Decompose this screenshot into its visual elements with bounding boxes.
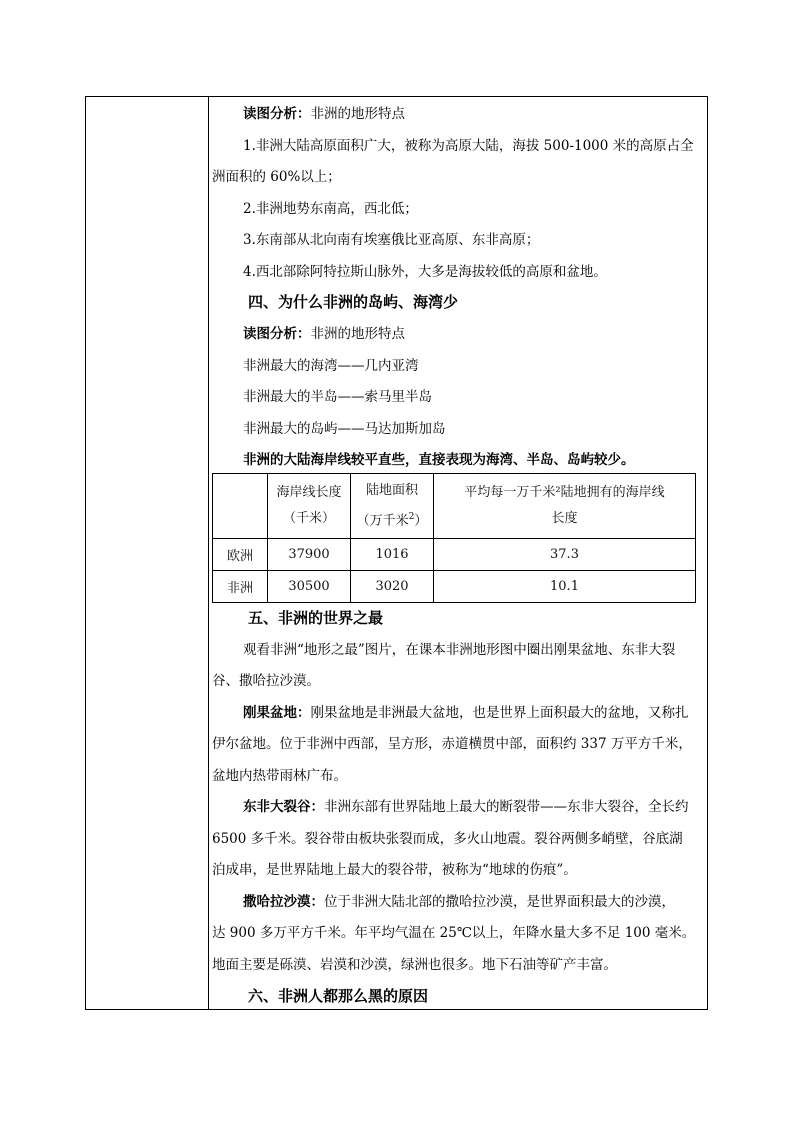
table-header (351, 474, 434, 539)
table-header (434, 474, 696, 539)
paragraph: 观看非洲“地形之最”图片，在课本非洲地形图中圈出刚果盆地、东非大裂 (243, 642, 676, 658)
table-cell: 10.1 (434, 571, 696, 603)
congo-paragraph (243, 705, 689, 721)
paragraph: 非洲最大的半岛——索马里半岛 (243, 389, 432, 405)
section3-analysis (243, 106, 405, 122)
term-label: 东非大裂谷： (243, 799, 324, 815)
table-cell: 37900 (268, 539, 351, 571)
paragraph: 伊尔盆地。位于非洲中西部，呈方形，赤道横贯中部，面积约 337 万平方千米， (212, 736, 692, 752)
analysis-text: 非洲的地形特点 (310, 106, 405, 122)
header-text: 海岸线长度 (276, 485, 342, 500)
table-header (268, 474, 351, 539)
coastline-table (212, 473, 696, 603)
summary-text: 非洲的大陆海岸线较平直些，直接表现为海湾、半岛、岛屿较少。 (243, 452, 635, 468)
table-cell (213, 474, 268, 539)
paragraph: 2.非洲地势东南高，西北低； (243, 201, 418, 217)
table-cell: 非洲 (213, 571, 268, 603)
header-text: 陆地面积 (365, 482, 418, 498)
section-heading: 六、非洲人都那么黑的原因 (248, 987, 429, 1005)
section-heading: 五、非洲的世界之最 (248, 609, 384, 627)
analysis-label: 读图分析： (243, 326, 311, 342)
table-row (213, 539, 696, 571)
table-cell: 37.3 (434, 539, 696, 571)
section4-analysis (243, 326, 405, 342)
paragraph: 谷、撒哈拉沙漠。 (212, 673, 320, 689)
paragraph: 3.东南部从北向南有埃塞俄比亚高原、东非高原； (243, 232, 540, 248)
paragraph-text: 非洲东部有世界陆地上最大的断裂带——东非大裂谷，全长约 (324, 799, 689, 815)
table-cell: 3020 (351, 571, 434, 603)
lesson-table (85, 96, 708, 1010)
rift-paragraph (243, 799, 689, 815)
paragraph: 地面主要是砾漠、岩漠和沙漠，绿洲也很多。地下石油等矿产丰富。 (212, 957, 617, 973)
table-cell: 1016 (351, 539, 434, 571)
analysis-label: 读图分析： (243, 106, 311, 122)
paragraph: 非洲最大的海湾——几内亚湾 (243, 358, 419, 374)
paragraph: 泊成串，是世界陆地上最大的裂谷带，被称为“地球的伤痕”。 (212, 862, 577, 878)
term-label: 撒哈拉沙漠： (243, 894, 324, 910)
analysis-text: 非洲的地形特点 (310, 326, 405, 342)
table-cell: 30500 (268, 571, 351, 603)
paragraph: 盆地内热带雨林广布。 (212, 768, 347, 784)
sahara-paragraph (243, 894, 675, 910)
paragraph: 洲面积的 60%以上； (212, 169, 341, 185)
header-text: 平均每一万千米²陆地拥有的海岸线 (464, 485, 665, 500)
section-heading: 四、为什么非洲的岛屿、海湾少 (248, 293, 459, 311)
paragraph: 达 900 多万平方千米。年平均气温在 25℃以上，年降水量大多不足 100 毫米。 (212, 925, 696, 941)
column-divider (208, 97, 209, 1009)
table-cell: 欧洲 (213, 539, 268, 571)
header-superscript: 2 (408, 511, 415, 522)
header-text: 长度 (551, 511, 578, 526)
paragraph-text: 刚果盆地是非洲最大盆地，也是世界上面积最大的盆地，又称扎 (310, 705, 689, 721)
paragraph: 6500 多千米。裂谷带由板块张裂而成，多火山地震。裂谷两侧多峭壁，谷底湖 (212, 831, 683, 847)
paragraph: 非洲最大的岛屿——马达加斯加岛 (243, 421, 446, 437)
paragraph: 4.西北部除阿特拉斯山脉外，大多是海拔较低的高原和盆地。 (243, 264, 607, 280)
paragraph: 1.非洲大陆高原面积广大，被称为高原大陆，海拔 500-1000 米的高原占全 (243, 138, 694, 154)
header-text: ） (414, 513, 428, 529)
table-header-row (213, 474, 696, 539)
term-label: 刚果盆地： (243, 705, 311, 721)
header-text: （万千米 (356, 513, 409, 529)
table-row (213, 571, 696, 603)
header-text: （千米） (282, 511, 335, 526)
paragraph-text: 位于非洲大陆北部的撒哈拉沙漠，是世界面积最大的沙漠， (324, 894, 675, 910)
